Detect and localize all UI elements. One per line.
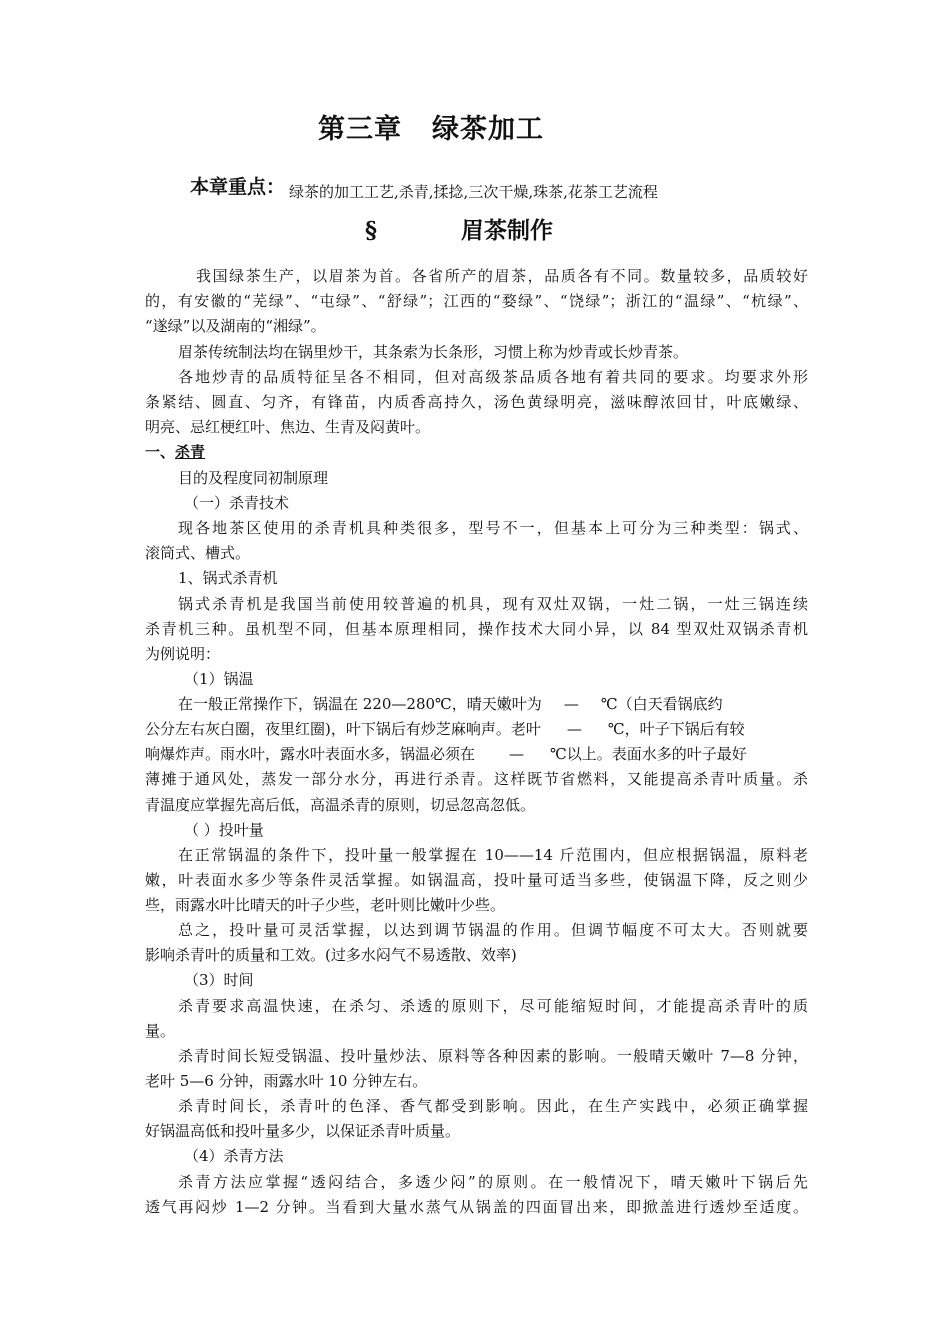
technique-intro-line1: 现各地茶区使用的杀青机具种类很多，型号不一，但基本上可分为三种类型：锅式、 — [178, 519, 808, 537]
temperature-line2-a: 公分左右灰白圈，夜里红圈)，叶下锅后有炒芝麻响声。老叶 — [145, 720, 541, 738]
temperature-line5: 青温度应掌握先高后低，高温杀青的原则，切忌忽高忽低。 — [145, 796, 536, 814]
time-p1-line2: 量。 — [145, 1022, 176, 1040]
chapter-title — [318, 112, 544, 148]
temperature-line1-a: 在一般正常操作下，锅温在 220—280℃，晴天嫩叶为 — [178, 695, 542, 713]
section-title — [365, 214, 553, 248]
intro-p1-line3: “遂绿”以及湖南的“湘绿”。 — [145, 317, 326, 335]
time-p3-line2: 好锅温高低和投叶量多少，以保证杀青叶质量。 — [145, 1122, 461, 1140]
key-points-label: 本章重点： — [190, 176, 286, 198]
pan-intro-line1: 锅式杀青机是我国当前使用较普遍的机具，现有双灶双锅，一灶二锅，一灶三锅连续 — [178, 595, 808, 613]
pan-intro-line2: 杀青机三种。虽机型不同，但基本原理相同，操作技术大同小异，以 84 型双灶双锅杀青机 — [145, 620, 808, 638]
temperature-line2-c: ℃，叶子下锅后有较 — [607, 720, 745, 738]
method-p1-line1: 杀青方法应掌握“透闷结合，多透少闷”的原则。在一般情况下，晴天嫩叶下锅后先 — [178, 1173, 808, 1191]
temperature-line2-dash: — — [566, 720, 582, 738]
temperature-line3-dash: — — [509, 745, 525, 763]
part1-heading — [145, 441, 205, 463]
method-heading: （4）杀青方法 — [184, 1147, 284, 1165]
temperature-line1-c: ℃（白天看锅底约 — [600, 695, 723, 713]
temperature-line1 — [178, 693, 723, 715]
part1-prefix: 一、 — [145, 443, 176, 461]
chapter-number: 第三章 — [318, 114, 402, 145]
intro-p2: 眉茶传统制法均在锅里炒干，其条索为长条形，习惯上称为炒青或长炒青茶。 — [178, 343, 689, 361]
technique-heading: （一）杀青技术 — [184, 494, 290, 512]
key-points-text: 绿茶的加工工艺,杀青,揉捻,三次干燥,珠茶,花茶工艺流程 — [289, 183, 658, 201]
time-p2-line2: 老叶 5—6 分钟，雨露水叶 10 分钟左右。 — [145, 1072, 428, 1090]
temperature-line2 — [145, 718, 745, 740]
intro-p3-line2: 条紧结、圆直、匀齐，有锋苗，内质香高持久，汤色黄绿明亮，滋味醇浓回甘，叶底嫩绿、 — [145, 393, 808, 411]
quantity-p1-line1: 在正常锅温的条件下，投叶量一般掌握在 10——14 斤范围内，但应根据锅温，原料老 — [178, 846, 808, 864]
chapter-name: 绿茶加工 — [432, 114, 544, 145]
intro-p1-line1: 我国绿茶生产，以眉茶为首。各省所产的眉茶，品质各有不同。数量较多，品质较好 — [196, 267, 808, 285]
section-name: 眉茶制作 — [461, 217, 553, 244]
technique-intro-line2: 滚筒式、槽式。 — [145, 544, 251, 562]
quantity-p2-line1: 总之，投叶量可灵活掌握，以达到调节锅温的作用。但调节幅度不可太大。否则就要 — [178, 921, 808, 939]
time-p1-line1: 杀青要求高温快速，在杀匀、杀透的原则下，尽可能缩短时间，才能提高杀青叶的质 — [178, 997, 808, 1015]
quantity-p2-line2: 影响杀青叶的质量和工效。(过多水闷气不易透散、效率) — [145, 946, 517, 964]
intro-p3-line3: 明亮、忌红梗红叶、焦边、生青及闷黄叶。 — [145, 418, 431, 436]
part1-title: 杀青 — [175, 443, 206, 461]
quantity-p1-line2: 嫩，叶表面水多少等条件灵活掌握。如锅温高，投叶量可适当多些，使锅温下降，反之则少 — [145, 871, 808, 889]
part1-purpose: 目的及程度同初制原理 — [178, 469, 329, 487]
time-p2-line1: 杀青时间长短受锅温、投叶量炒法、原料等各种因素的影响。一般晴天嫩叶 7—8 分钟， — [178, 1047, 808, 1065]
temperature-line3-c: ℃以上。表面水多的叶子最好 — [550, 745, 747, 763]
time-heading: （3）时间 — [184, 971, 254, 989]
chapter-key-points — [190, 172, 658, 199]
temperature-line4: 薄摊于通风处，蒸发一部分水分，再进行杀青。这样既节省燃料，又能提高杀青叶质量。杀 — [145, 770, 808, 788]
pan-intro-line3: 为例说明： — [145, 645, 221, 663]
quantity-p1-line3: 些，雨露水叶比晴天的叶子少些，老叶则比嫩叶少些。 — [145, 896, 506, 914]
temperature-line3 — [145, 743, 747, 765]
intro-p1-line2: 的，有安徽的“芜绿”、“屯绿”、“舒绿”；江西的“婺绿”、“饶绿”；浙江的“温绿”、“杭绿”、 — [145, 292, 808, 310]
temperature-heading: （1）锅温 — [184, 670, 254, 688]
section-symbol: § — [365, 217, 378, 244]
method-p1-line2: 透气再闷炒 1—2 分钟。当看到大量水蒸气从锅盖的四面冒出来，即掀盖进行透炒至适度。 — [145, 1198, 808, 1216]
intro-p3-line1: 各地炒青的品质特征呈各不相同，但对高级茶品质各地有着共同的要求。均要求外形 — [178, 368, 808, 386]
quantity-heading: （ ）投叶量 — [184, 821, 264, 839]
pan-heading: 1、锅式杀青机 — [178, 569, 278, 587]
temperature-line1-dash: — — [563, 695, 579, 713]
time-p3-line1: 杀青时间长，杀青叶的色泽、香气都受到影响。因此，在生产实践中，必须正确掌握 — [178, 1097, 808, 1115]
temperature-line3-a: 响爆炸声。雨水叶，露水叶表面水多，锅温必须在 — [145, 745, 476, 763]
